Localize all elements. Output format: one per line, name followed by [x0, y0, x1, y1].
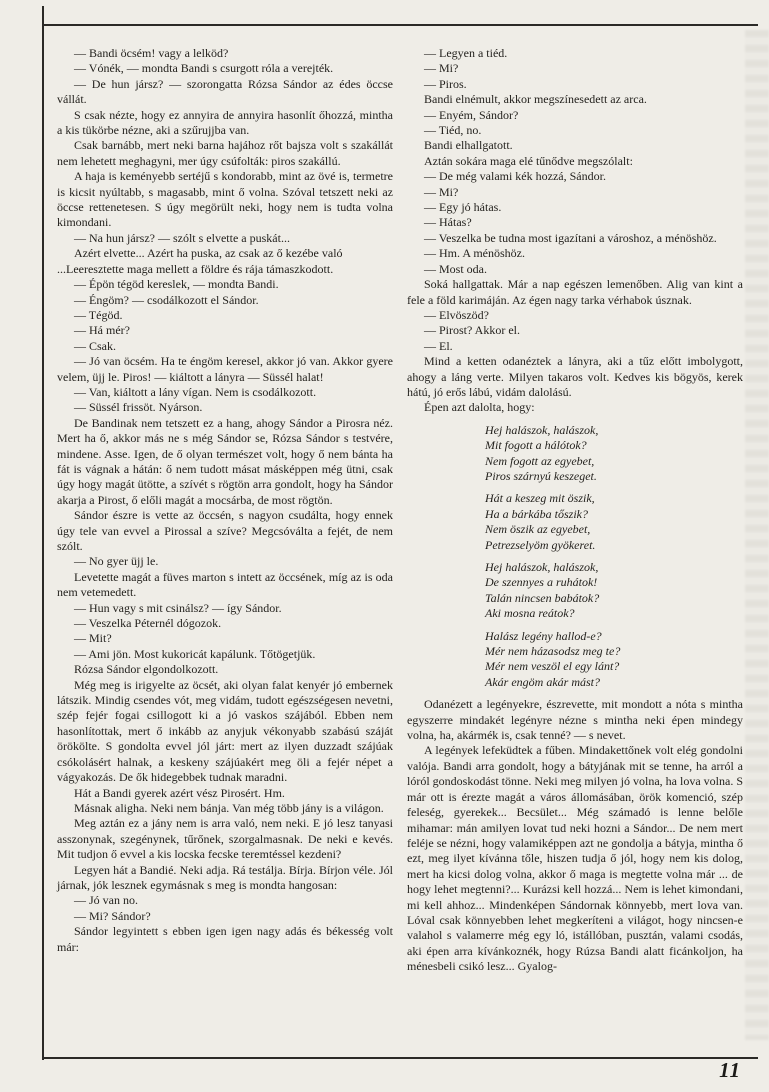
paragraph: S csak nézte, hogy ez annyira de annyira hasonlít őhozzá, mintha a kis tükörbe nézne, aki a szűrujjba van. — [57, 107, 393, 138]
paragraph: Még meg is irigyelte az öcsét, aki olyan falat kenyér jó embernek látszik. Mindig csendes vót, meg vidám, tudott egészségesen nevetni, szép fejér fogai csillogott ki a jó vaskos szájából. Ebben nem hasonlítottak, mert ő inkább az anyjuk vékonyabb szabású száját örökölte. S gondolta evvel jól járt: mert az ilyen duzzadt szájúak csókolásért halnak, a keskeny szájúakért meg öli a fejér népet a vágyakozás. De ők hidegebbek tudnak maradni. — [57, 677, 393, 785]
verse-line: Petrezselyöm gyökeret. — [485, 537, 596, 552]
dialogue-paragraph: — Ami jön. Most kukoricát kapálunk. Tőtögetjük. — [74, 646, 316, 661]
paragraph: Hát a Bandi gyerek azért vész Pirosért. Hm. — [74, 785, 285, 800]
dialogue-paragraph: — Süssél frissöt. Nyárson. — [74, 400, 203, 415]
paragraph: Legyen hát a Bandié. Neki adja. Rá testálja. Bírja. Bírjon véle. Jól járnak, jók lesznek egymásnak s meg is mondta hangosan: — [57, 862, 393, 892]
verse-stanza — [485, 491, 743, 553]
paragraph: ...Leeresztette maga mellett a földre és rája támaszkodott. — [57, 261, 334, 276]
top-rule — [42, 24, 758, 26]
page-number: 11 — [719, 1058, 741, 1082]
dialogue-paragraph: — Enyém, Sándor? — [424, 107, 519, 122]
paragraph: Mind a ketten odanéztek a lányra, aki a tűz előtt imbolygott, ahogy a láng verte. Milyen takaros volt. Kedves kis bögyös, kerek hátú, jó erős lábú, vidám dalolású. — [407, 354, 743, 399]
dialogue-paragraph: — Csak. — [74, 338, 116, 353]
dialogue-paragraph: — Hm. A ménöshöz. — [424, 246, 525, 261]
dialogue-paragraph: — Most oda. — [424, 261, 487, 276]
dialogue-paragraph: — Mi? — [424, 61, 459, 76]
paragraph: Azért elvette... Azért ha puska, az csak az ő kezébe való — [74, 246, 343, 261]
paragraph: Bandi elnémult, akkor megszínesedett az arca. — [424, 92, 647, 107]
dialogue-paragraph: — Jó van no. — [74, 893, 138, 908]
verse-stanza — [485, 423, 743, 485]
verse-line: Akár engöm akár mást? — [485, 674, 600, 689]
paragraph: Odanézett a legényekre, észrevette, mit mondott a nóta s mintha egyszerre mindakét legényre nézne s mintha neki épen mindegy volna, ha, akármék is, csak tenné? — s nevet. — [407, 697, 743, 743]
verse-line: Ha a bárkába tőszik? — [485, 506, 588, 521]
paragraph: Bandi elhallgatott. — [424, 138, 513, 153]
paragraph: Levetette magát a füves marton s intett az öccsének, míg az is oda nem vetemedett. — [57, 569, 393, 600]
dialogue-paragraph: — Hátas? — [424, 215, 472, 230]
paragraph: Csak barnább, mert neki barna hajához rőt bajsza volt s szakállát nem lehetett meghagyni, mer úgy csúfolták: piros szakállú. — [57, 138, 393, 168]
verse-line: Mit fogott a hálótok? — [485, 438, 587, 453]
verse-line: Hej halászok, halászok, — [485, 560, 599, 574]
dialogue-paragraph: — Éngöm? — csodálkozott el Sándor. — [74, 292, 259, 307]
verse-line: Hát a keszeg mit öszik, — [485, 491, 595, 506]
dialogue-paragraph: — No gyer üjj le. — [74, 554, 159, 569]
dialogue-paragraph: — Vónék, — mondta Bandi s csurgott róla a verejték. — [74, 61, 334, 76]
verse-line: Halász legény hallod-e? — [485, 628, 602, 643]
dialogue-paragraph: — Legyen a tiéd. — [424, 46, 508, 60]
dialogue-paragraph: — Veszelka be tudna most igazítani a városhoz, a ménöshöz. — [424, 230, 717, 245]
dialogue-paragraph: — Pirost? Akkor el. — [424, 323, 520, 338]
verse-line: Mér nem házasodsz meg te? — [485, 644, 621, 659]
dialogue-paragraph: — Épön tégöd kereslek, — mondta Bandi. — [74, 277, 279, 292]
left-rule — [42, 6, 44, 1060]
bottom-rule — [42, 1057, 758, 1059]
paragraph: Meg aztán ez a jány nem is arra való, nem neki. E jó lesz tanyasi asszonynak, szegénynek, tűrőnek, szorgalmasnak. De neki e kevés. Mit tudjon ő evvel a kis locska fecske teremtéssel kezdeni? — [57, 816, 393, 862]
dialogue-paragraph: — Veszelka Péternél dógozok. — [74, 616, 222, 631]
verse-line: Hej halászok, halászok, — [485, 422, 599, 437]
verse-line: Aki mosna reátok? — [485, 606, 575, 621]
dialogue-paragraph: — Mi? — [424, 184, 459, 199]
verse-line: Piros szárnyú keszeget. — [485, 468, 597, 483]
paragraph: Aztán sokára maga elé tűnődve megszólalt: — [424, 153, 633, 168]
dialogue-paragraph: — De hun jársz? — szorongatta Rózsa Sándor az édes öccse vállát. — [57, 76, 393, 107]
verse-line: Nem öszik az egyebet, — [485, 522, 591, 537]
paragraph: Épen azt dalolta, hogy: — [424, 400, 535, 415]
dialogue-paragraph: — Hun vagy s mit csinálsz? — így Sándor. — [74, 600, 282, 615]
paragraph: Soká hallgattak. Már a nap egészen lemenőben. Alig van kint a fele a föld karimáján. Az égen nagy tarka vérhabok úsznak. — [407, 277, 743, 307]
dialogue-paragraph: — Jó van öcsém. Ha te éngöm keresel, akkor jó van. Akkor gyere velem, üjj le. Piros! — kiáltott a lányra — Süssél halat! — [57, 354, 393, 384]
dialogue-paragraph: — Elvöszöd? — [424, 307, 489, 322]
dialogue-paragraph: — Tiéd, no. — [424, 123, 482, 138]
dialogue-paragraph: — Egy jó hátas. — [424, 200, 502, 215]
dialogue-paragraph: — Piros. — [424, 76, 467, 91]
dialogue-paragraph: — Na hun jársz? — szólt s elvette a puskát... — [74, 230, 290, 245]
verse-stanza — [485, 560, 743, 622]
paragraph: De Bandinak nem tetszett ez a hang, ahogy Sándor a Pirosra néz. Mert ha ő, akkor más ne s még Sándor se, Rózsa Sándor s testvére, mindene. Asse. Igen, de ő olyan természet volt, hogy ő nem bánta ha fát is vágnak a hátán: ő nem tudott másat másképpen még ütni, csak úgy hogy magát ütötte, a szívét s rögtön arra gondolt, hogy ha Sándor akarja a Pirost, ő előli magát a mocsárba, de most rögtön. — [57, 415, 393, 507]
text-column-left — [57, 46, 393, 975]
verse-line: De szennyes a ruhátok! — [485, 575, 598, 590]
two-column-text-area — [57, 46, 743, 975]
dialogue-paragraph: — Tégöd. — [74, 307, 123, 322]
text-column-right — [407, 46, 743, 975]
paragraph: Sándor legyintett s ebben igen igen nagy adás és békesség volt már: — [57, 924, 393, 954]
dialogue-paragraph: — Há mér? — [74, 323, 130, 338]
verse-line: Talán nincsen babátok? — [485, 590, 600, 605]
paragraph: A legények lefeküdtek a fűben. Mindakettőnek volt elég gondolni valója. Bandi arra gondolt, hogy a bátyjának mit se tenne, ha arról a lóról gondoskodást tönne. Neki meg milyen jó volna, ha lova volna. S már ott is érezte magát a város állomásában, örök komenció, szép feleség, gyerekek... Becsület... Még számadó is lenne belőle mihamar: mán amilyen lovat tud neki hozni a Sándor... De nem mert feléje se nézni, hogy valamiképpen azt ne gondolja a bátyja, mintha ő ezt, meg ilyet kívánna tőle, hiszen tudja ő jól, hogy nem kis dolog, mert ha kicsi dolog volna, akkor ő maga is megtette volna már ... de hogy lehet megtenni?... Kurázsi kell hozzá... Nem is lehet kimondani, mi kell ahhoz... Mindenképen Sándornak könnyebb, mert lova van. Lóval csak könnyebben lehet megkeríteni a világot, hogy nincsen-e valahol s valamerre még egy ló, istállóban, pusztán, valami csodás, aki épen arra kívánkoznék, hogy Rúzsa Bandi alatt ficánkoljon, ha ménesbeli csikó lesz... Gyalog- — [407, 743, 743, 974]
dialogue-paragraph: — De még valami kék hozzá, Sándor. — [424, 169, 606, 184]
verse-line: Nem fogott az egyebet, — [485, 453, 595, 468]
dialogue-paragraph: — Mit? — [74, 631, 112, 646]
paragraph: Sándor észre is vette az öccsén, s nagyon csudálta, hogy ennek úgy tele van evvel a Pirossal a szíve? Megcsóválta a fejét, de nem szólt. — [57, 508, 393, 553]
paragraph: Rózsa Sándor elgondolkozott. — [74, 662, 219, 677]
verse-stanza — [485, 629, 743, 691]
reverse-page-showthrough — [745, 30, 769, 1040]
paragraph: Másnak aligha. Neki nem bánja. Van még több jány is a világon. — [74, 800, 384, 815]
dialogue-paragraph: — Bandi öcsém! vagy a lelköd? — [74, 46, 229, 60]
dialogue-paragraph: — Mi? Sándor? — [74, 908, 151, 923]
paragraph: A haja is keményebb sertéjű s kondorabb, mint az övé is, termetre is kicsit nyúltabb, s magasabb, mint ő volna. Szóval tetszett neki az öccse rettenetesen. S úgy megörült neki, hogy nem is tudta volna kimondani. — [57, 169, 393, 230]
dialogue-paragraph: — El. — [424, 338, 453, 353]
dialogue-paragraph: — Van, kiáltott a lány vígan. Nem is csodálkozott. — [74, 384, 317, 399]
verse-line: Mér nem veszöl el egy lánt? — [485, 659, 620, 674]
